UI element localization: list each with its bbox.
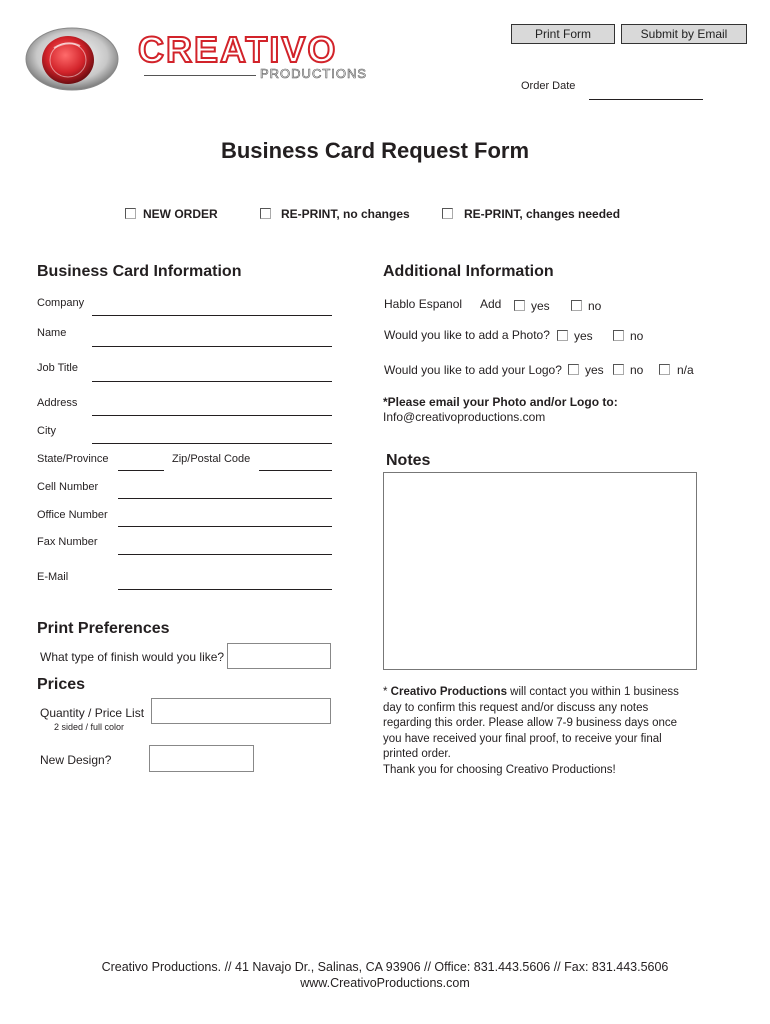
email-photo-note: *Please email your Photo and/or Logo to: — [383, 395, 618, 409]
hablo-no-checkbox[interactable] — [571, 300, 582, 311]
email-field[interactable] — [118, 589, 332, 590]
info-text — [383, 685, 713, 778]
submit-email-button[interactable]: Submit by Email — [621, 24, 747, 44]
quantity-label: Quantity / Price List — [40, 706, 145, 720]
hablo-yes-checkbox[interactable] — [514, 300, 525, 311]
add-label: Add — [480, 297, 502, 311]
logo — [24, 26, 384, 92]
info-line6: Thank you for choosing Creativo Productions! — [383, 763, 616, 776]
company-field[interactable] — [92, 315, 332, 316]
info-line3: regarding this order. Please allow 7-9 business days once — [383, 717, 678, 729]
business-info-heading: Business Card Information — [37, 263, 242, 280]
reprint-no-changes-label: RE-PRINT, no changes — [281, 207, 410, 221]
zip-label: Zip/Postal Code — [172, 453, 251, 465]
photo-no-label: no — [630, 329, 644, 343]
quantity-input[interactable] — [151, 698, 331, 724]
prices-heading: Prices — [37, 676, 86, 693]
logo-emblem-icon — [24, 26, 120, 92]
footer-website: www.CreativoProductions.com — [300, 976, 470, 990]
new-design-label: New Design? — [40, 753, 112, 767]
cell-label: Cell Number — [37, 481, 99, 493]
photo-yes-label: yes — [574, 329, 593, 343]
logo-no-label: no — [630, 363, 644, 377]
address-field[interactable] — [92, 415, 332, 416]
info-star: * — [383, 686, 391, 698]
info-line1: will contact you within 1 business — [506, 686, 679, 698]
notes-textarea[interactable] — [383, 472, 697, 670]
brand-name: CREATIVO — [138, 29, 338, 70]
logo-yes-label: yes — [585, 363, 604, 377]
info-company: Creativo Productions — [390, 686, 507, 698]
name-label: Name — [37, 327, 67, 339]
hablo-yes-label: yes — [531, 299, 550, 313]
logo-na-checkbox[interactable] — [659, 364, 670, 375]
print-form-button[interactable]: Print Form — [511, 24, 615, 44]
footer-address: Creativo Productions. // 41 Navajo Dr., Salinas, CA 93906 // Office: 831.443.5606 // Fax: 831.443.5606 — [101, 960, 669, 974]
new-order-checkbox[interactable] — [125, 208, 136, 219]
quantity-sublabel: 2 sided / full color — [54, 722, 125, 732]
email-address: Info@creativoproductions.com — [383, 410, 546, 424]
new-order-label: NEW ORDER — [143, 207, 218, 221]
brand-sub: PRODUCTIONS — [260, 66, 368, 81]
logo-no-checkbox[interactable] — [613, 364, 624, 375]
hablo-label: Hablo Espanol — [384, 297, 463, 311]
logo-na-label: n/a — [677, 363, 694, 377]
new-design-input[interactable] — [149, 745, 254, 772]
company-label: Company — [37, 297, 85, 309]
info-line5: printed order. — [383, 748, 451, 760]
zip-field[interactable] — [259, 470, 332, 471]
name-field[interactable] — [92, 346, 332, 347]
state-label: State/Province — [37, 453, 109, 465]
address-label: Address — [37, 397, 78, 409]
photo-question: Would you like to add a Photo? — [384, 328, 550, 342]
reprint-changes-checkbox[interactable] — [442, 208, 453, 219]
email-label: E-Mail — [37, 571, 69, 583]
print-preferences-heading: Print Preferences — [37, 620, 170, 637]
fax-field[interactable] — [118, 554, 332, 555]
reprint-changes-label: RE-PRINT, changes needed — [464, 207, 621, 221]
office-field[interactable] — [118, 526, 332, 527]
hablo-no-label: no — [588, 299, 602, 313]
cell-field[interactable] — [118, 498, 332, 499]
finish-input[interactable] — [227, 643, 331, 669]
brand-underline — [144, 75, 256, 76]
state-field[interactable] — [118, 470, 164, 471]
info-line2: day to confirm this request and/or discuss any notes — [383, 701, 649, 714]
job-title-field[interactable] — [92, 381, 332, 382]
order-date-label: Order Date — [521, 80, 576, 92]
fax-label: Fax Number — [37, 536, 98, 548]
job-title-label: Job Title — [37, 362, 78, 374]
notes-heading: Notes — [386, 452, 431, 469]
order-date-field[interactable] — [589, 99, 703, 100]
finish-question: What type of finish would you like? — [40, 650, 225, 664]
additional-info-heading: Additional Information — [383, 263, 554, 280]
logo-question: Would you like to add your Logo? — [384, 363, 562, 377]
reprint-no-changes-checkbox[interactable] — [260, 208, 271, 219]
logo-yes-checkbox[interactable] — [568, 364, 579, 375]
page-title: Business Card Request Form — [220, 138, 530, 163]
city-label: City — [37, 425, 56, 437]
office-label: Office Number — [37, 509, 108, 521]
photo-yes-checkbox[interactable] — [557, 330, 568, 341]
info-line4: you have received your final proof, to receive your final — [383, 732, 662, 745]
photo-no-checkbox[interactable] — [613, 330, 624, 341]
city-field[interactable] — [92, 443, 332, 444]
